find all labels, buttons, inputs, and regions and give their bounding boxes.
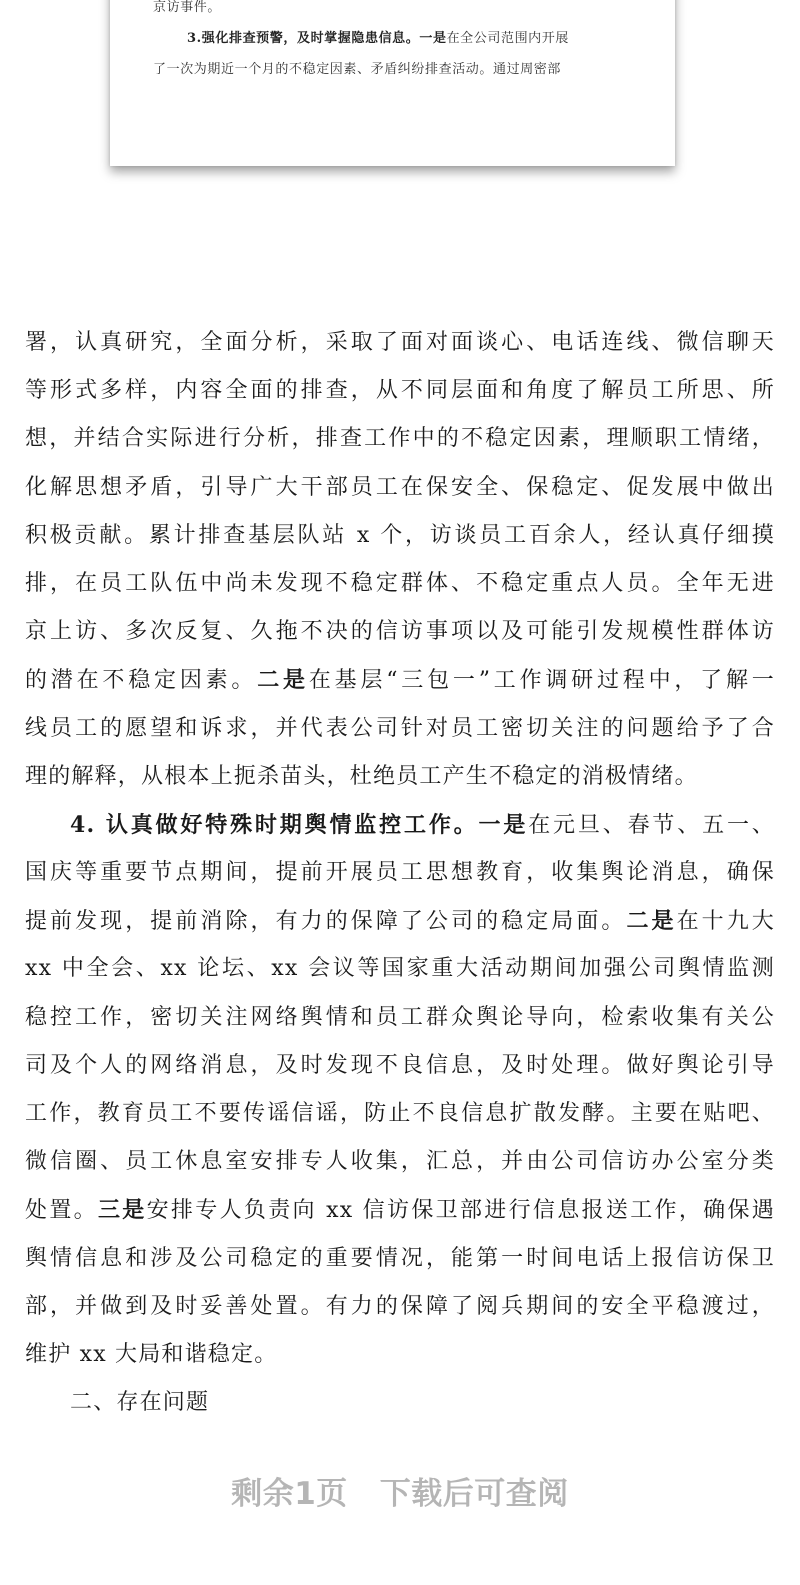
bold-marker: 三是 (97, 1197, 147, 1224)
text-line: 理的解释，从根本上扼杀苗头，杜绝员工产生不稳定的消极情绪。 (25, 763, 698, 789)
text-line: xx 中全会、xx 论坛、xx 会议等国家重大活动期间加强公司舆情监测 (25, 956, 775, 982)
text-span: 在十九大 (676, 909, 775, 935)
text-line: 署，认真研究，全面分析，采取了面对面谈心、电话连线、微信聊天 (25, 330, 775, 355)
section-title: 二、存在问题 (70, 1390, 210, 1416)
download-prompt[interactable] (0, 1468, 800, 1513)
text-line: 国庆等重要节点期间，提前开展员工思想教育，收集舆论消息，确保 (25, 860, 775, 886)
text-line: 等形式多样，内容全面的排查，从不同层面和角度了解员工所思、所 (25, 378, 775, 404)
text-span: 提前发现，提前消除，有力的保障了公司的稳定局面。 (25, 909, 627, 935)
text-line: 部，并做到及时妥善处置。有力的保障了阅兵期间的安全平稳渡过， (25, 1293, 775, 1319)
preview-text: 在全公司范围内开展 (446, 31, 569, 46)
document-body (25, 319, 775, 1427)
previous-page-preview (110, 0, 675, 166)
text-line: 微信圈、员工休息室安排专人收集，汇总，并由公司信访办公室分类 (25, 1149, 775, 1175)
text-span: 的潜在不稳定因素。 (25, 668, 258, 694)
text-line: 积极贡献。累计排查基层队站 x 个，访谈员工百余人，经认真仔细摸 (25, 522, 775, 548)
text-line: 稳控工作，密切关注网络舆情和员工群众舆论导向，检索收集有关公 (25, 1004, 775, 1030)
text-span: 安排专人负责向 xx 信访保卫部进行信息报送工作，确保遇 (146, 1198, 775, 1224)
preview-line: 了一次为期近一个月的不稳定因素、矛盾纠纷排查活动。通过周密部 (153, 62, 562, 77)
text-line: 舆情信息和涉及公司稳定的重要情况，能第一时间电话上报信访保卫 (25, 1245, 775, 1271)
bold-marker: 二是 (626, 908, 677, 935)
text-span: 在元旦、春节、五一、 (528, 812, 775, 838)
section-heading-line (25, 801, 775, 849)
text-line (25, 897, 775, 945)
text-line: 线员工的愿望和诉求，并代表公司针对员工密切关注的问题给予了合 (25, 715, 775, 741)
preview-heading: 3.强化排查预警，及时掌握隐患信息。一是 (187, 31, 447, 46)
section-heading: 4. 认真做好特殊时期舆情监控工作。一是 (70, 811, 529, 838)
text-line: 想，并结合实际进行分析，排查工作中的不稳定因素，理顺职工情绪， (25, 426, 775, 452)
text-line: 工作，教育员工不要传谣信谣，防止不良信息扩散发酵。主要在贴吧、 (25, 1101, 775, 1126)
bold-marker: 二是 (257, 667, 309, 694)
text-line: 司及个人的网络消息，及时发现不良信息，及时处理。做好舆论引导 (25, 1052, 775, 1078)
text-line: 排，在员工队伍中尚未发现不稳定群体、不稳定重点人员。全年无进 (25, 570, 775, 596)
text-line: 京上访、多次反复、久拖不决的信访事项以及可能引发规模性群体访 (25, 619, 775, 645)
text-line: 化解思想矛盾，引导广大干部员工在保安全、保稳定、促发展中做出 (25, 474, 775, 500)
remaining-pages-label: 剩余1页 (231, 1476, 348, 1512)
preview-line: 京访事件。 (153, 0, 222, 15)
text-span: 在基层“三包一”工作调研过程中，了解一 (308, 668, 775, 694)
text-line (25, 656, 775, 704)
text-line (25, 1186, 775, 1234)
text-span: 处置。 (25, 1198, 98, 1224)
text-line: 维护 xx 大局和谐稳定。 (25, 1341, 278, 1367)
preview-line (187, 31, 569, 47)
download-to-view-label: 下载后可查阅 (379, 1476, 569, 1512)
